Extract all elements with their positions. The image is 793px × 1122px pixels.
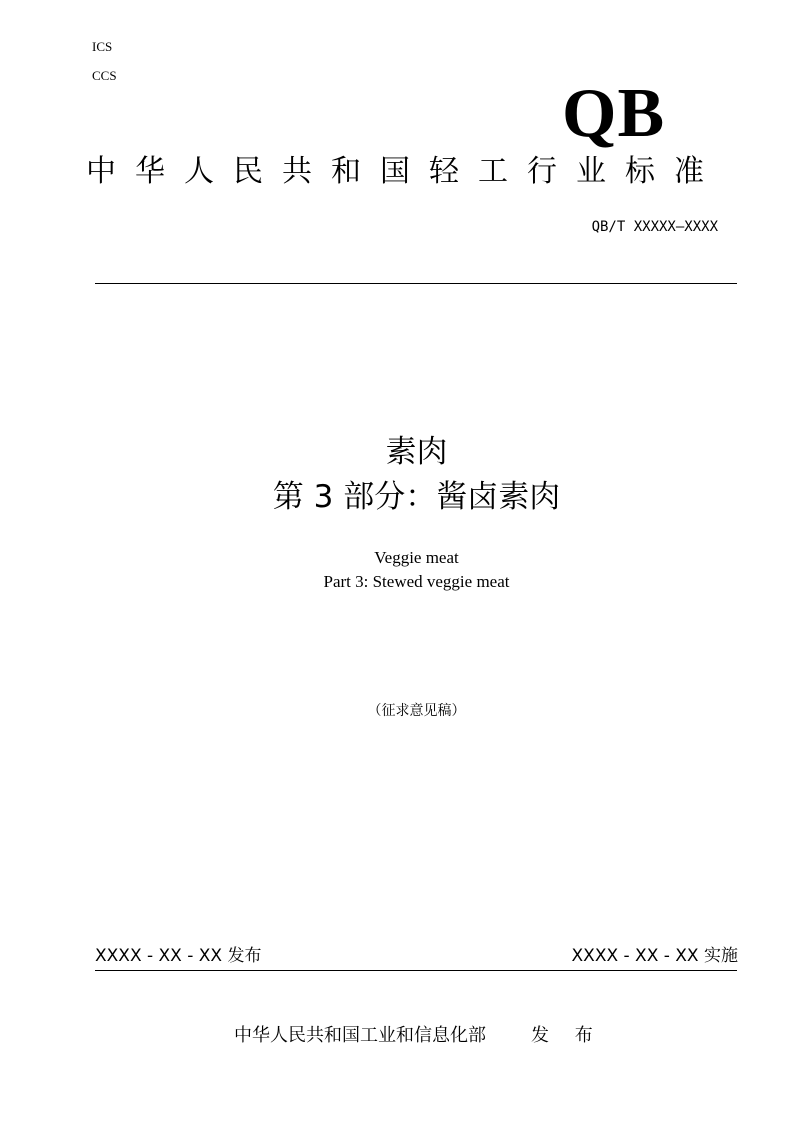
title-en-part: Part 3: Stewed veggie meat — [323, 572, 510, 591]
industry-standard-title: 中华人民共和国轻工行业标准 — [86, 154, 723, 189]
standard-number: QB/T XXXXX—XXXX — [591, 219, 718, 235]
title-en-main: Veggie meat — [374, 548, 459, 567]
qb-mark: QB — [562, 75, 666, 152]
ccs-label: CCS — [92, 68, 117, 83]
draft-status: （征求意见稿） — [367, 703, 466, 719]
publish-word: 发 布 — [531, 1025, 603, 1046]
publisher: 中华人民共和国工业和信息化部 — [234, 1025, 486, 1046]
implementation-date: XXXX - XX - XX 实施 — [571, 946, 738, 966]
footer-divider — [95, 970, 737, 971]
header-divider — [95, 283, 737, 284]
ics-label: ICS — [92, 39, 113, 54]
title-cn-main: 素肉 — [385, 434, 448, 470]
issue-date: XXXX - XX - XX 发布 — [95, 946, 262, 966]
title-cn-part: 第 3 部分：酱卤素肉 — [272, 479, 561, 515]
